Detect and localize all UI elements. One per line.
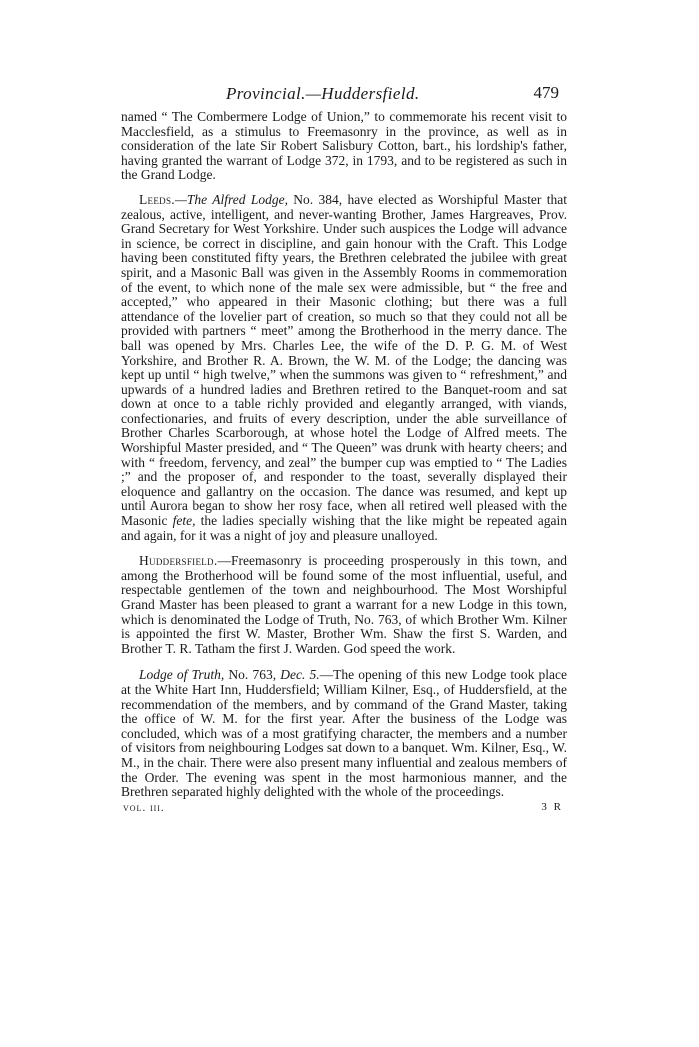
lodge-name-alfred: —The Alfred Lodge, [174, 191, 288, 207]
paragraph-huddersfield [121, 554, 567, 656]
meeting-date: Dec. 5. [280, 667, 320, 683]
volume-mark: vol. iii. [123, 801, 165, 814]
paragraph-combermere-text: named “ The Combermere Lodge of Union,” to commemorate his recent visit to Macclesfield, as a stimulus to Freemasonry in the province, as well as in consideration of the late Sir Robert Salisbury Cotton, bart., his lordship's father, having granted the warrant of Lodge 372, in 1793, and to be registered as such in the Grand Lodge. [121, 109, 567, 183]
paragraph-lodge-of-truth [121, 668, 567, 799]
paragraph-leeds-text-b: the ladies specially wishing that the like might be repeated again and again, for it was a night of joy and pleasure unalloyed. [121, 513, 567, 543]
paragraph-combermere [121, 110, 567, 183]
signature-mark: 3 R [541, 800, 563, 813]
book-page [121, 80, 567, 820]
running-head [121, 80, 567, 110]
paragraph-leeds-text-a: No. 384, have elected as Worshipful Master that zealous, active, intelligent, and never-wanting Brother, James Hargreaves, Prov. Grand Secretary for West Yorkshire. Under such auspices the Lodge will advance in science, be correct in discipline, and gain honour with the Craft. This Lodge having been constituted fifty years, the Brethren celebrated the jubilee with great spirit, and a Masonic Ball was given in the Assembly Rooms in commemoration of the event, to which none of the male sex were admissible, but “ the free and accepted,” who appeared in their Masonic clothing; but there was a full attendance of the lovelier part of creation, so much so that they could not all be provided with partners “ meet” among the Brotherhood in the merry dance. The ball was opened by Mrs. Charles Lee, the wife of the D. P. G. M. of West Yorkshire, and Brother R. A. Brown, the W. M. of the Lodge; the dancing was kept up until “ high twelve,” when the summons was given to “ refreshment,” and upwards of a hundred ladies and Brethren retired to the Banquet-room and sat down at once to a table richly provided and elegantly arranged, with viands, confectionaries, and fruits of every description, under the able surveillance of Brother Charles Scarborough, at whose hotel the Lodge of Alfred meets. The Worshipful Master presided, and “ The Queen” was drunk with hearty cheers; and with “ freedom, fervency, and zeal” the bumper cup was emptied to “ The Ladies ;” and the proposer of, and responder to the toast, severally displayed their eloquence and gallantry on the occasion. The dance was resumed, and kept up until Aurora began to show her rosy face, when all retired well pleased with the Masonic [121, 191, 567, 529]
page-footer [121, 802, 567, 820]
section-head-lodge-of-truth: Lodge of Truth, [139, 667, 225, 683]
lodge-number: No. 763, [224, 667, 281, 683]
paragraph-lodge-of-truth-text: —The opening of this new Lodge took place at the White Hart Inn, Huddersfield; William Kilner, Esq., of Huddersfield, at the recommendation of the members, and by command of the Grand Master, taking the office of W. M. for the first year. After the business of the Lodge was concluded, which was of a most gratifying character, the members and a number of visitors from neighbouring Lodges sat down to a banquet. Wm. Kilner, Esq., W. M., in the chair. There were also present many influential and zealous members of the Order. The evening was spent in the most harmonious manner, and the Brethren separated highly delighted with the whole of the proceedings. [121, 667, 567, 800]
paragraph-leeds [121, 193, 567, 543]
paragraph-huddersfield-text: —Freemasonry is proceeding prosperously in this town, and among the Brotherhood will be found some of the most influential, useful, and respectable gentlemen of the town and neighbourhood. The Most Worshipful Grand Master has been pleased to grant a warrant for a new Lodge in this town, which is denominated the Lodge of Truth, No. 763, of which Brother Wm. Kilner is appointed the first W. Master, Brother Wm. Shaw the first S. Warden, and Brother T. R. Tatham the first J. Warden. God speed the work. [121, 553, 567, 656]
word-fete: fete, [172, 513, 196, 529]
page-number: 479 [533, 83, 559, 102]
section-head-huddersfield: Huddersfield. [139, 553, 218, 569]
section-head-leeds: Leeds. [139, 191, 175, 207]
running-title: Provincial.—Huddersfield. [226, 84, 420, 103]
